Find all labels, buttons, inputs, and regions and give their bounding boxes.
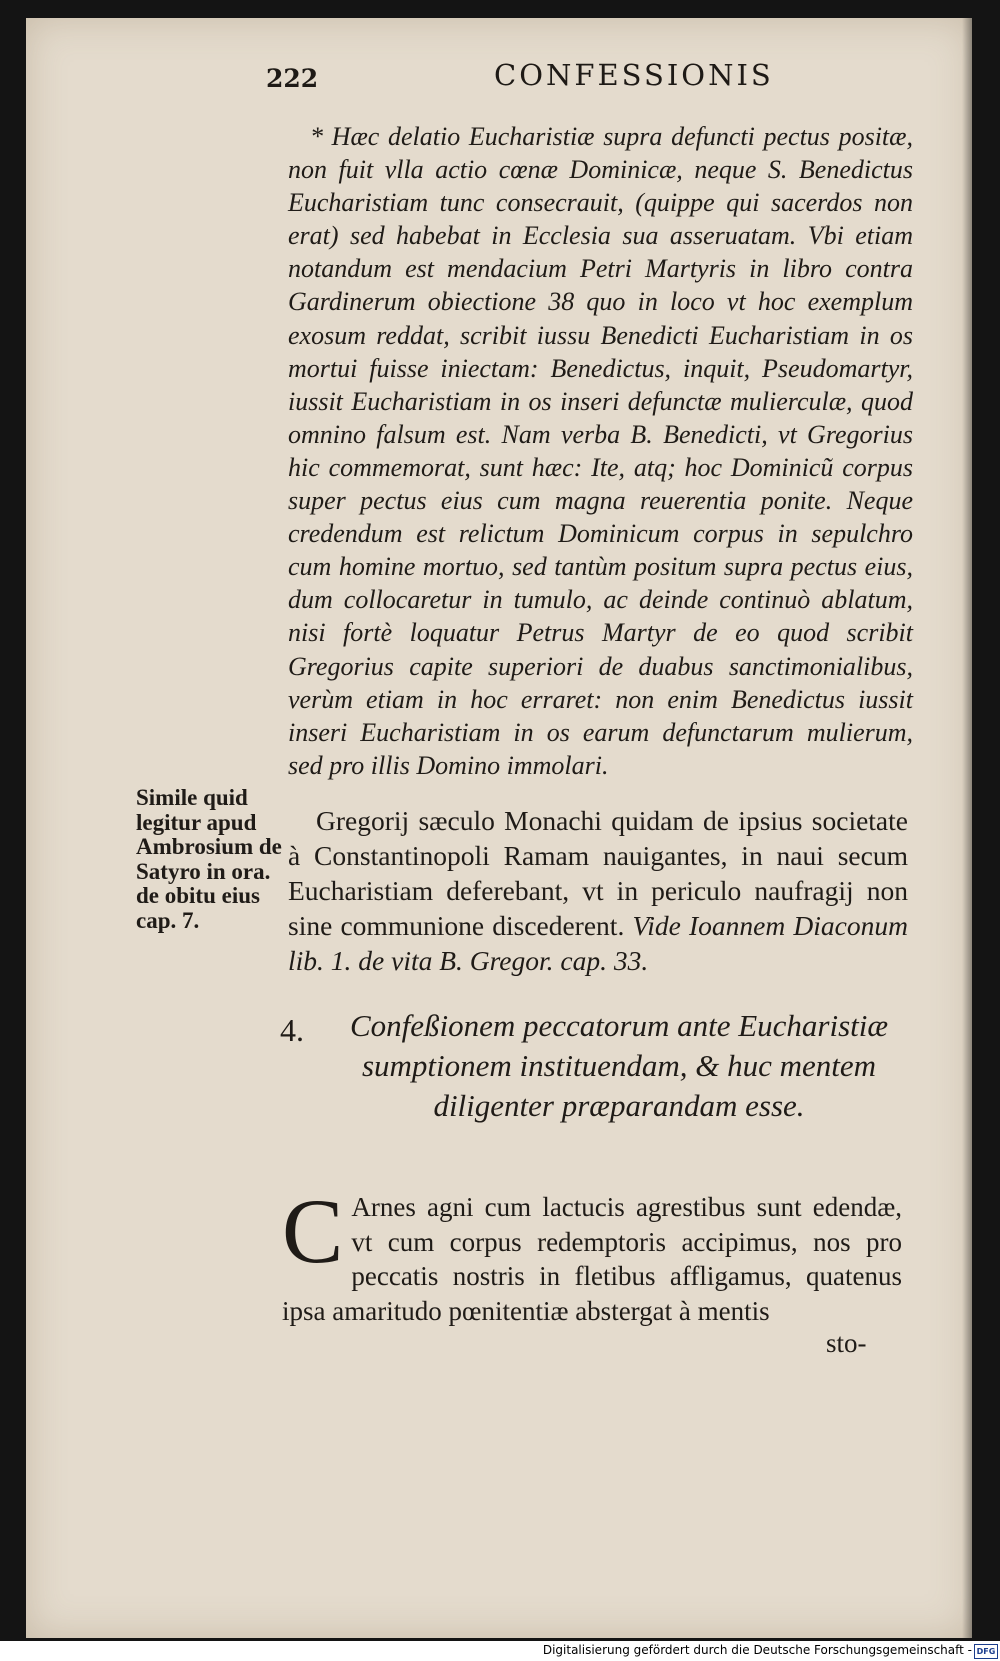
section-title: Confeßionem peccatorum ante Eucharistiæ sumptionem instituendam, & huc mentem diligenter præparandam esse. <box>349 1008 889 1123</box>
body-paragraph: Arnes agni cum lactucis agrestibus sunt edendæ, vt cum corpus redemptoris accipimus, nos pro peccatis nostris in fletibus affligamus, quatenus ipsa amaritudo pœnitentiæ abstergat à mentis <box>282 1192 902 1326</box>
funding-credit: Digitalisierung gefördert durch die Deutsche Forschungsgemeinschaft - <box>542 1643 972 1657</box>
drop-capital: C <box>282 1180 344 1282</box>
body-text <box>282 1180 902 1328</box>
dfg-logo-icon: DFG <box>974 1644 998 1659</box>
margin-note: Simile quid legitur apud Ambrosium de Satyro in ora. de obitu eius cap. 7. <box>136 785 282 933</box>
book-page <box>26 18 972 1638</box>
footer-bar <box>0 1641 1000 1661</box>
section-number: 4. <box>280 1012 304 1048</box>
main-paragraph <box>288 803 908 978</box>
citation-reference: Vide Ioannem Diaconum lib. 1. de vita B. Gregor. cap. 33. <box>288 910 908 976</box>
main-paragraph-text: Gregorij sæculo Monachi quidam de ipsius societate à Constantinopoli Ramam nauigantes, in naui secum Eucharistiam deferebant, vt in periculo naufragij non sine communione discederent. <box>288 805 908 941</box>
running-head: CONFESSIONIS <box>494 58 774 92</box>
italic-commentary <box>288 120 913 782</box>
page-number: 222 <box>266 64 319 93</box>
catchword: sto- <box>826 1328 867 1358</box>
commentary-paragraph: * Hæc delatio Eucharistiæ supra defuncti pectus positæ, non fuit vlla actio cœnæ Dominicæ, neque S. Benedictus Eucharistiam tunc consecrauit, (quippe qui sacerdos non erat) sed habebat in Ecclesia sua asseruatam. Vbi etiam notandum est mendacium Petri Martyris in libro contra Gardinerum obiectione 38 quo in loco vt hoc exemplum exosum reddat, scribit iussu Benedicti Eucharistiam in os mortui fuisse iniectam: Benedictus, inquit, Pseudomartyr, iussit Eucharistiam in os inseri defunctæ mulierculæ, quod omnino falsum est. Nam verba B. Benedicti, vt Gregorius hic commemorat, sunt hæc: Ite, atq; hoc Dominicũ corpus super pectus eius cum magna reuerentia ponite. Neque credendum est relictum Dominicum corpus in sepulchro cum homine mortuo, sed tantùm positum supra pectus eius, dum collocaretur in tumulo, ac deinde continuò ablatum, nisi fortè loquatur Petrus Martyr de eo quod scribit Gregorius capite superiori de duabus sanctimonialibus, verùm etiam in hoc erraret: non enim Benedictus iussit inseri Eucharistiam in os earum defunctarum mulierum, sed pro illis Domino immolari. <box>288 122 913 780</box>
page-header <box>266 58 866 98</box>
